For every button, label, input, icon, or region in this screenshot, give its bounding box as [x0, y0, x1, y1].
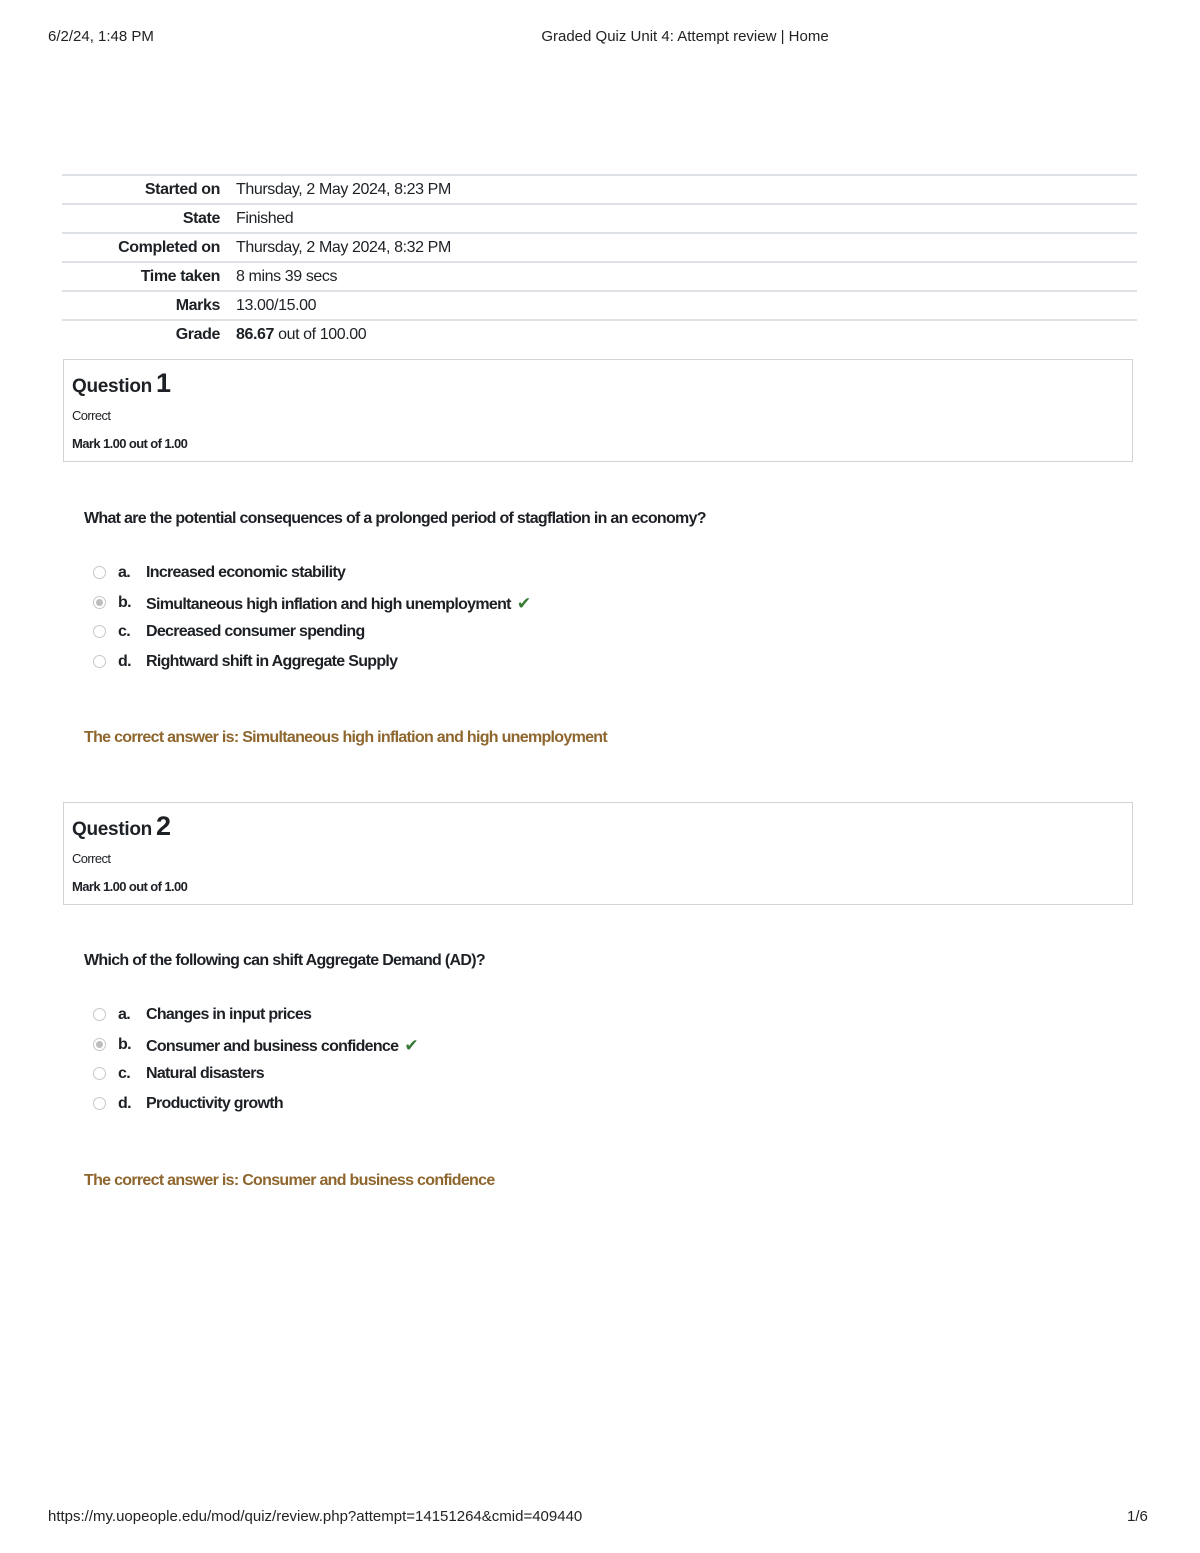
answer-letter: c. [118, 1065, 130, 1082]
answer-radio[interactable] [93, 1067, 106, 1080]
answer-radio-selected[interactable] [93, 596, 106, 609]
answer-radio[interactable] [93, 566, 106, 579]
summary-row [62, 204, 1137, 233]
answer-text: Natural disasters [146, 1065, 264, 1082]
question-info-box [63, 802, 1133, 905]
summary-row [62, 233, 1137, 262]
summary-row [62, 291, 1137, 320]
answer-letter: b. [118, 1035, 131, 1053]
summary-row [62, 175, 1137, 204]
answer-text: Simultaneous high inflation and high unemployment [146, 595, 511, 613]
question-number: 1 [155, 368, 171, 398]
question-number: 2 [155, 811, 171, 841]
answer-text: Increased economic stability [146, 564, 346, 581]
answer-radio[interactable] [93, 625, 106, 638]
answer-letter: d. [118, 1094, 131, 1112]
answer-radio[interactable] [93, 655, 106, 668]
summary-label: Started on [144, 180, 220, 198]
answer-letter: a. [118, 1006, 130, 1023]
summary-value [236, 320, 1137, 348]
question-heading [72, 368, 171, 399]
page-count: 1/6 [1127, 1508, 1148, 1525]
summary-value: 8 mins 39 secs [236, 267, 338, 285]
summary-value: Finished [236, 209, 294, 227]
grade-value: 86.67 [236, 325, 275, 343]
page-url: https://my.uopeople.edu/mod/quiz/review.php?attempt=14151264&cmid=409440 [48, 1508, 583, 1525]
summary-row [62, 320, 1137, 348]
question-label: Question [72, 376, 152, 397]
summary-value: Thursday, 2 May 2024, 8:23 PM [236, 180, 451, 198]
answer-letter: a. [118, 564, 130, 581]
correct-check-icon: ✔ [516, 593, 531, 613]
question-info-box [63, 359, 1133, 462]
summary-value: Thursday, 2 May 2024, 8:32 PM [236, 238, 451, 256]
answer-letter: c. [118, 623, 130, 640]
question-mark: Mark 1.00 out of 1.00 [72, 879, 188, 894]
answer-text: Rightward shift in Aggregate Supply [146, 652, 398, 670]
question-label: Question [72, 819, 152, 840]
correct-check-icon: ✔ [404, 1035, 418, 1055]
summary-label: Marks [175, 296, 220, 314]
question-mark: Mark 1.00 out of 1.00 [72, 436, 188, 451]
right-answer-feedback: The correct answer is: Simultaneous high inflation and high unemployment [84, 729, 607, 746]
print-page-title: Graded Quiz Unit 4: Attempt review | Home [541, 28, 829, 45]
summary-row [62, 262, 1137, 291]
summary-label: Time taken [140, 267, 220, 285]
summary-label: Completed on [118, 238, 220, 256]
print-header [0, 28, 1200, 48]
answer-text: Productivity growth [146, 1094, 283, 1112]
question-text: What are the potential consequences of a prolonged period of stagflation in an economy? [84, 510, 706, 527]
answer-text: Consumer and business confidence [146, 1037, 399, 1055]
summary-label: Grade [175, 325, 220, 343]
question-state: Correct [72, 408, 111, 423]
summary-value: 13.00/15.00 [236, 296, 317, 314]
question-text: Which of the following can shift Aggregate Demand (AD)? [84, 952, 485, 969]
answer-text: Changes in input prices [146, 1006, 312, 1023]
summary-label: State [182, 209, 220, 227]
answer-radio[interactable] [93, 1097, 106, 1110]
attempt-summary-table [62, 174, 1137, 348]
question-state: Correct [72, 851, 111, 866]
answer-text: Decreased consumer spending [146, 623, 365, 640]
question-heading [72, 811, 171, 842]
answer-letter: d. [118, 652, 131, 670]
answer-radio[interactable] [93, 1008, 106, 1021]
answer-radio-selected[interactable] [93, 1038, 106, 1051]
grade-out-of: out of 100.00 [274, 325, 367, 343]
print-date: 6/2/24, 1:48 PM [48, 28, 154, 45]
answer-letter: b. [118, 593, 131, 611]
right-answer-feedback: The correct answer is: Consumer and business confidence [84, 1172, 495, 1189]
